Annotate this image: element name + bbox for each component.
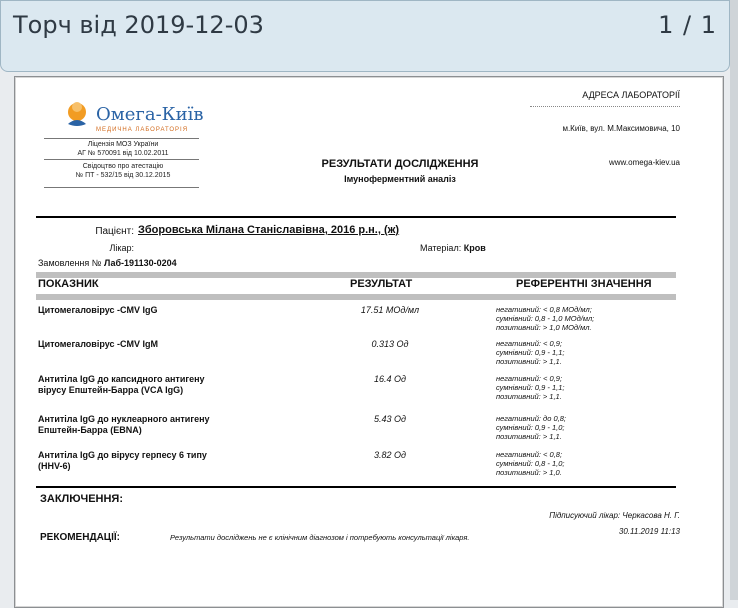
ref-line: негативний: < 0,8; <box>496 450 563 459</box>
recommendations-text: Результати досліджень не є клінічним діагнозом і потребують консультації лікаря. <box>170 533 470 542</box>
address-value: м.Київ, вул. М.Максимовича, 10 <box>562 124 680 133</box>
lab-website: www.omega-kiev.ua <box>609 158 680 167</box>
order-number: Лаб-191130-0204 <box>103 258 177 268</box>
cert-line2: № ПТ - 532/15 від 30.12.2015 <box>75 172 171 179</box>
license-line2: АГ № 570091 від 10.02.2011 <box>77 150 169 157</box>
table-row-name: Цитомегаловірус -CMV IgM <box>38 339 158 349</box>
order-info <box>38 258 177 268</box>
ref-line: сумнівний: 0,8 - 1,0; <box>496 459 565 468</box>
conclusion-label: ЗАКЛЮЧЕННЯ: <box>40 493 123 505</box>
column-header-reference: РЕФЕРЕНТНІ ЗНАЧЕННЯ <box>516 278 652 290</box>
report-title: РЕЗУЛЬТАТИ ДОСЛІДЖЕННЯ <box>321 158 479 170</box>
logo-flower-icon <box>68 102 86 126</box>
material-value: Кров <box>463 243 486 253</box>
ref-line: сумнівний: 0,9 - 1,1; <box>496 383 565 392</box>
table-row-result: 3.82 Од <box>374 450 406 460</box>
order-label: Замовлення № <box>38 258 102 268</box>
header-separator <box>36 216 676 218</box>
material-info <box>420 243 486 253</box>
license-info <box>38 140 208 158</box>
table-row-reference <box>496 339 696 366</box>
column-header-indicator: ПОКАЗНИК <box>38 278 99 290</box>
table-row-result: 16.4 Од <box>374 374 406 384</box>
table-row-reference <box>496 414 696 441</box>
certificate-info <box>38 162 208 180</box>
ref-line: негативний: < 0,9; <box>496 374 563 383</box>
page-indicator: 1 / 1 <box>658 11 717 39</box>
recommendations-label: РЕКОМЕНДАЦІЇ: <box>40 532 120 543</box>
document-title: Торч від 2019-12-03 <box>13 11 264 39</box>
ref-line: негативний: < 0,9; <box>496 339 563 348</box>
table-bottom-separator <box>36 486 676 488</box>
ref-line: позитивний: > 1,0 МОд/мл. <box>496 323 592 332</box>
ref-line: позитивний: > 1,1. <box>496 392 562 401</box>
table-row-reference <box>496 305 696 332</box>
table-row-result: 17.51 МОд/мл <box>360 305 420 315</box>
signed-date: 30.11.2019 11:13 <box>618 527 680 536</box>
ref-line: сумнівний: 0,8 - 1,0 МОд/мл; <box>496 314 595 323</box>
scrollbar[interactable] <box>730 0 738 600</box>
patient-label: Пацієнт: <box>95 226 134 237</box>
table-row-result: 5.43 Од <box>374 414 406 424</box>
logo-text: Омега-Київ <box>96 104 204 125</box>
table-header-bar <box>36 294 676 300</box>
license-divider <box>44 159 199 160</box>
column-header-result: РЕЗУЛЬТАТ <box>350 278 413 290</box>
table-row-name: Антитіла IgG до вірусу герпесу 6 типу (HHV-6) <box>38 450 207 471</box>
material-label: Матеріал: <box>420 243 462 253</box>
table-row-reference <box>496 374 696 401</box>
table-row-reference <box>496 450 696 477</box>
ref-line: сумнівний: 0,9 - 1,0; <box>496 423 565 432</box>
patient-name: Зборовська Мілана Станіславівна, 2016 р.н., (ж) <box>138 224 400 236</box>
address-label: АДРЕСА ЛАБОРАТОРІЇ <box>582 90 680 100</box>
cert-line1: Свідоцтво про атестацію <box>82 163 164 170</box>
ref-line: позитивний: > 1,1. <box>496 432 562 441</box>
signed-by: Підписуючий лікар: Черкасова Н. Г. <box>549 511 680 520</box>
ref-line: позитивний: > 1,0. <box>496 468 562 477</box>
logo-subtext: МЕДИЧНА ЛАБОРАТОРІЯ <box>96 127 189 133</box>
license-line1: Ліцензія МОЗ України <box>87 141 159 148</box>
doctor-label: Лікар: <box>109 243 134 253</box>
ref-line: негативний: < 0,8 МОд/мл; <box>496 305 592 314</box>
ref-line: позитивний: > 1,1. <box>496 357 562 366</box>
ref-line: сумнівний: 0,9 - 1,1; <box>496 348 565 357</box>
report-subtitle: Імуноферментний аналіз <box>344 174 456 184</box>
table-row-name: Антитіла IgG до нуклеарного антигену Епштейн-Барра (EBNA) <box>38 414 210 435</box>
address-divider <box>530 106 680 107</box>
ref-line: негативний: до 0,8; <box>496 414 566 423</box>
table-row-result: 0.313 Од <box>371 339 409 349</box>
table-row-name: Антитіла IgG до капсидного антигену вірусу Епштейн-Барра (VCA IgG) <box>38 374 205 395</box>
table-row-name: Цитомегаловірус -CMV IgG <box>38 305 158 315</box>
viewer-header <box>0 0 730 72</box>
